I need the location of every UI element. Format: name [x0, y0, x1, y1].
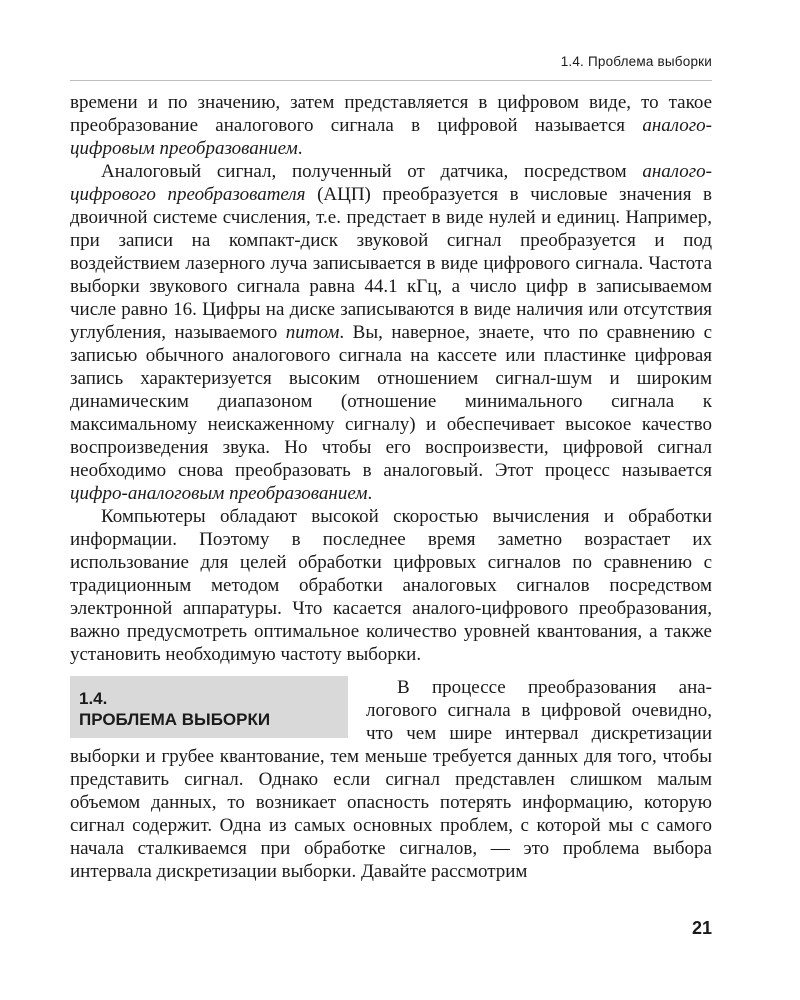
paragraph-2-text-2: (АЦП) преобразуется в числовые значения в двоичной системе счисления, т.е. предстает в виде нулей и единиц. Например, при записи на компакт-диск звуковой сигнал преобразуется и под воздействием лазерного луча записывается в виде цифрового сигнала. Частота выборки звукового сигнала равна 44.1 кГц, а число цифр в записываемом числе равно 16. Цифры на диске записываются в виде наличия или отсутствия углубления, называемого — [70, 184, 712, 343]
paragraph-1-text-2: . — [297, 138, 303, 159]
term-pit: питом — [285, 322, 340, 343]
paragraph-4-text-1: В процессе преобразования аналогового сигнала в цифровой очевидно, что чем шире интервал дискретизации выборки и грубее квантование, тем меньше требуется данных для того, чтобы представить сигнал. Однако если сигнал представлен слишком малым объемом данных, то возникает опасность потерять информацию, которую сигнал содержит. Одна из самых основных проблем, с которой мы с самого начала сталкиваемся при обработке сигналов, — это проблема выбора интервала дискретизации выборки. Давайте рассмотрим — [70, 677, 712, 882]
section-title: ПРОБЛЕМА ВЫБОРКИ — [79, 710, 271, 729]
paragraph-2-text-1: Аналоговый сигнал, полученный от датчика, посредством — [101, 161, 643, 182]
body-text — [70, 91, 712, 883]
paragraph-2-text-4: . — [367, 483, 373, 504]
paragraph-1 — [70, 91, 712, 160]
paragraph-3-text-1: Компьютеры обладают высокой скоростью вычисления и обработки информации. Поэтому в последнее время заметно возрастает их использование для целей обработки цифровых сигналов по сравнению с традиционным методом обработки аналоговых сигналов посредством электронной аппаратуры. Что касается аналого-цифрового преобразования, важно предусмотреть оптимальное количество уровней квантования, а также установить необходимую частоту выборки. — [70, 506, 712, 665]
term-dac-conversion: цифро-аналоговым преобразованием — [70, 483, 368, 504]
section-heading-box — [70, 676, 348, 738]
term-adc: аналого-цифрового преобразователя — [70, 161, 712, 205]
section-number: 1.4. — [79, 689, 108, 708]
page-number: 21 — [691, 918, 712, 938]
term-adc-conversion: аналого-цифровым преобразованием — [70, 115, 712, 159]
paragraph-2 — [70, 160, 712, 505]
paragraph-1-text-1: времени и по значению, затем представляется в цифровом виде, то такое преобразование аналогового сигнала в цифровой называется — [70, 92, 712, 136]
paragraph-2-text-3: . Вы, наверное, знаете, что по сравнению с записью обычного аналогового сигнала на кассете или пластинке цифровая запись характеризуется высоким отношением сигнал-шум и широким динамическим диапазоном (отношение минимального сигнала к максимальному неискаженному сигналу) и обеспечивает высокое качество воспроизведения звука. Но чтобы его воспроизвести, цифровой сигнал необходимо снова преобразовать в аналоговый. Этот процесс называется — [70, 322, 713, 481]
header-rule — [70, 80, 712, 81]
paragraph-3 — [70, 505, 712, 666]
running-header: 1.4. Проблема выборки — [560, 54, 712, 69]
